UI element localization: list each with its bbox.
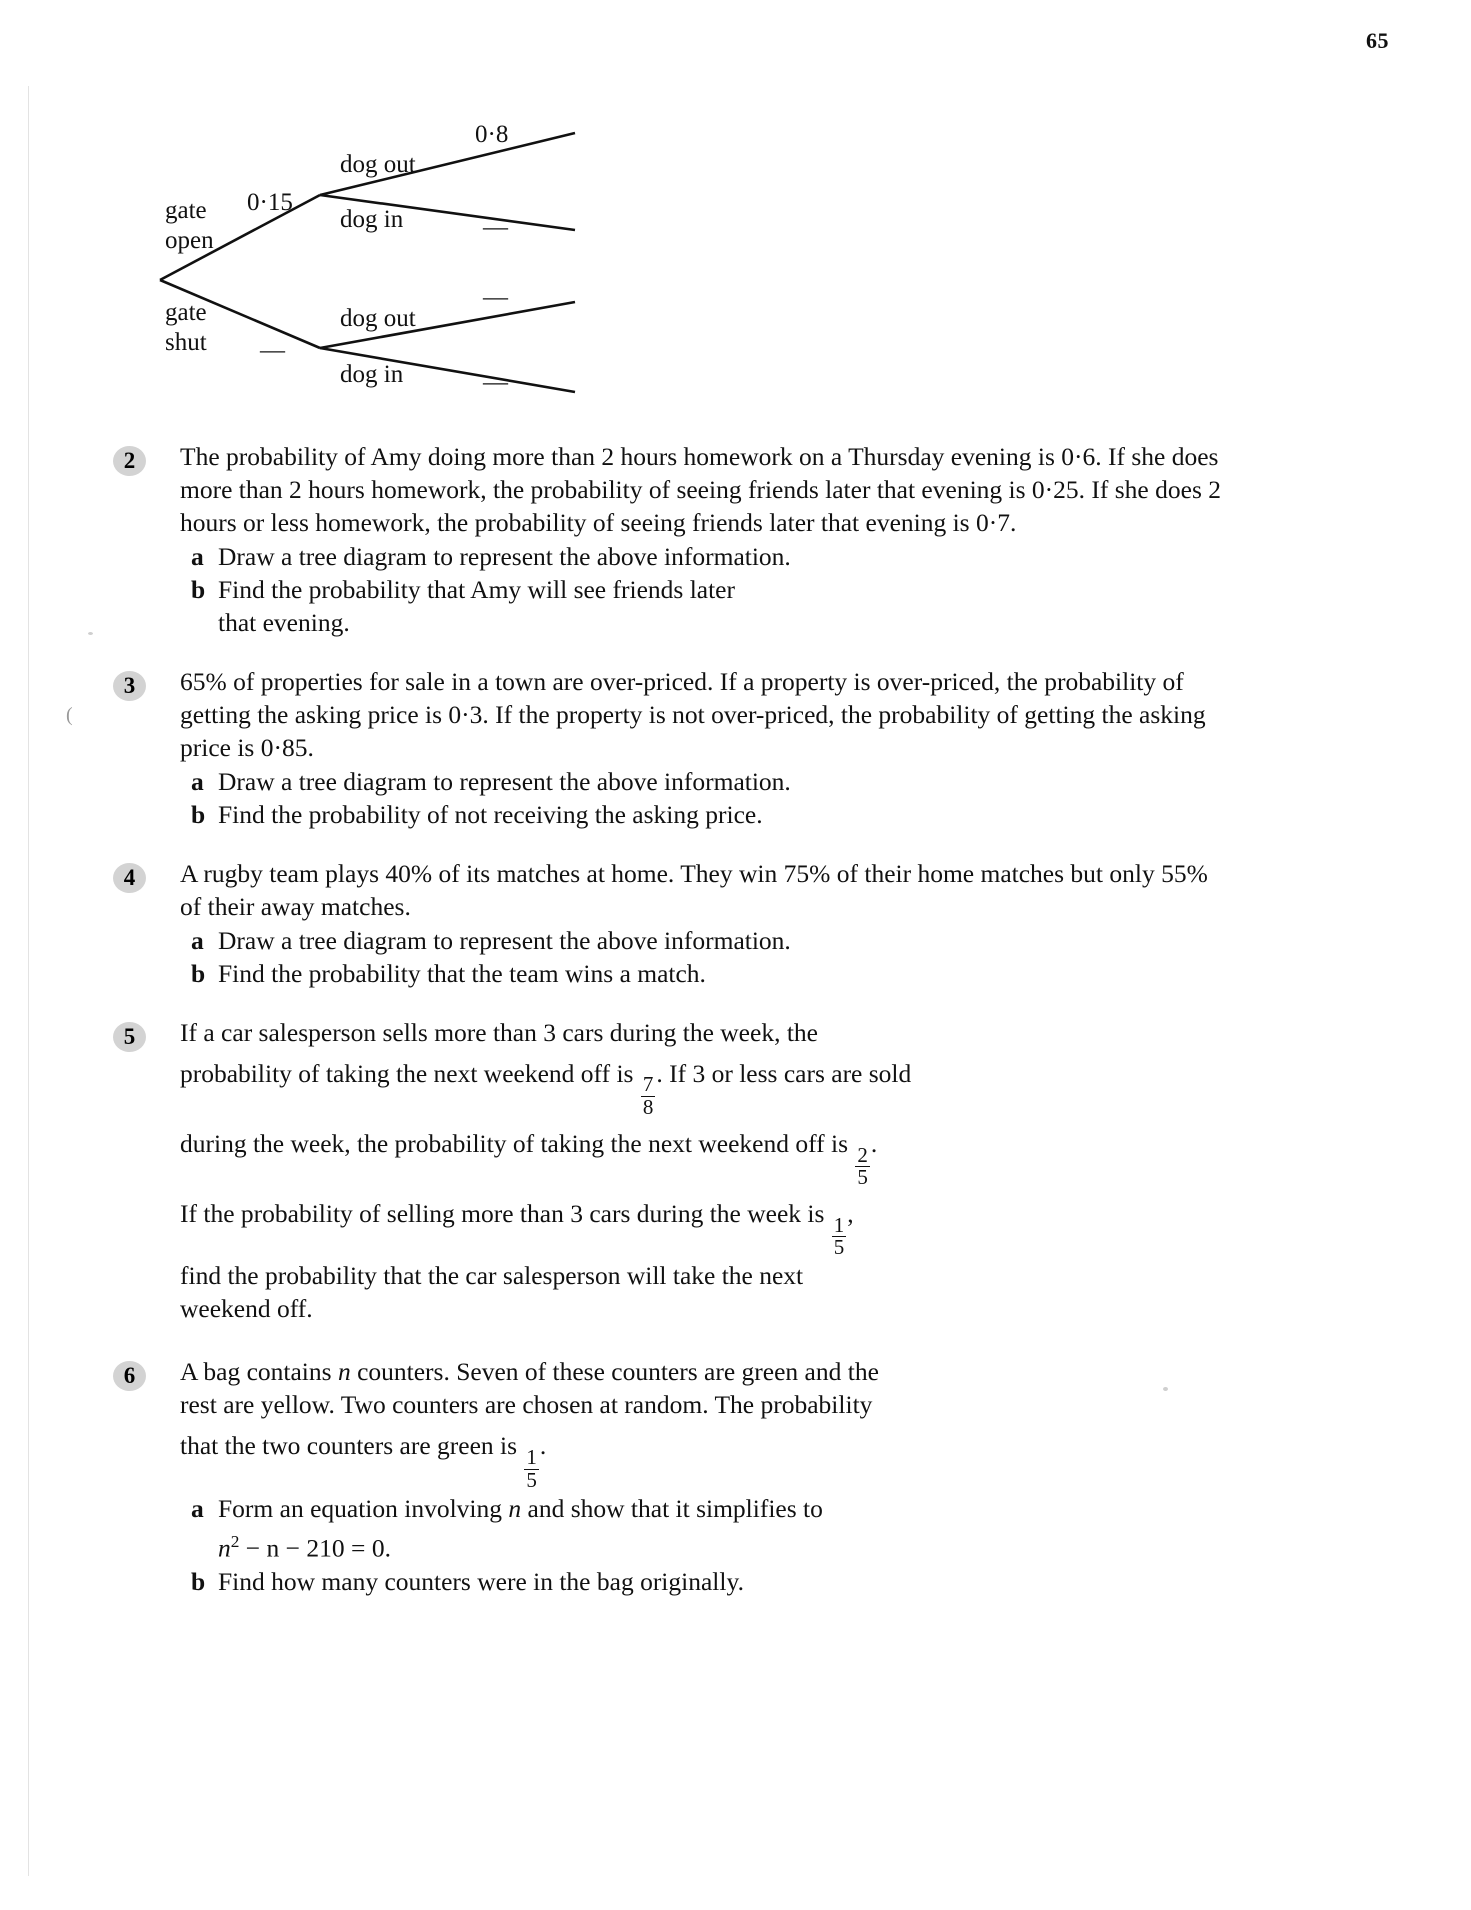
tree-label-gate-shut-line1: gate (165, 299, 207, 326)
tree-label-gate-open-line1: gate (165, 197, 207, 224)
fraction-one-fifth (832, 1212, 847, 1260)
question-2-part-b (191, 573, 1228, 639)
question-6-parts (180, 1492, 1228, 1598)
part-text (218, 1492, 1228, 1565)
part-a-text-pre: Form an equation involving (218, 1494, 503, 1524)
part-letter: b (191, 575, 206, 604)
question-5-line-5: find the probability that the car salesperson will take the next (180, 1261, 804, 1291)
question-2 (123, 440, 1228, 639)
question-4-parts (180, 924, 1228, 990)
part-text: Draw a tree diagram to represent the above information. (218, 542, 791, 571)
tree-label-gate-open-line2: open (165, 227, 214, 254)
part-text: Find how many counters were in the bag originally. (218, 1566, 744, 1596)
fraction-denominator: 5 (833, 1235, 845, 1260)
question-number-badge: 2 (113, 446, 146, 476)
equation-exponent: 2 (230, 1532, 240, 1552)
equation-variable: n (218, 1533, 231, 1563)
part-a-text-post: and show that it simplifies to (527, 1494, 823, 1524)
tree-prob-gate-shut: — (260, 337, 285, 364)
margin-annotation-mark: ( (66, 704, 73, 726)
question-6-part-b (191, 1565, 1228, 1598)
question-5-line-2-pre: probability of taking the next weekend off is (180, 1059, 634, 1088)
question-6-line-3-pre: that the two counters are green is (180, 1431, 518, 1461)
question-number-badge: 5 (113, 1022, 146, 1052)
question-5 (123, 1016, 1228, 1325)
part-text-line2: that evening. (218, 608, 350, 637)
question-5-line-4 (180, 1189, 1228, 1259)
fraction-numerator: 1 (833, 1212, 845, 1237)
question-6-line-2: rest are yellow. Two counters are chosen at random. The probability (180, 1390, 873, 1420)
question-2-text: The probability of Amy doing more than 2 hours homework on a Thursday evening is 0·6. If she does more than 2 hours homework, the probability of seeing friends later that evening is 0·25. If she does 2 hours or less homework, the probability of seeing friends later that evening is 0·7. (180, 442, 1221, 537)
exercise-question-list (123, 440, 1228, 1624)
question-5-line-3-post: . (870, 1129, 878, 1159)
part-text: Find the probability of not receiving the asking price. (218, 800, 763, 829)
fraction-numerator: 1 (526, 1444, 537, 1469)
part-letter: a (191, 767, 204, 796)
question-2-parts (180, 540, 1228, 639)
tree-prob-dog-in-lower: — (483, 369, 508, 396)
fraction-denominator: 8 (642, 1095, 654, 1120)
question-5-line-3 (180, 1119, 1228, 1189)
question-6-line-3-post: . (539, 1431, 547, 1461)
fraction-denominator: 5 (857, 1165, 868, 1190)
fraction-denominator: 5 (526, 1467, 537, 1492)
question-number-badge: 3 (113, 671, 146, 701)
part-text: Draw a tree diagram to represent the above information. (218, 767, 791, 796)
fraction-numerator: 7 (642, 1072, 654, 1097)
question-3-text: 65% of properties for sale in a town are over-priced. If a property is over-priced, the probability of getting the asking price is 0·3. If the property is not over-priced, the probability of getting the asking price is 0·85. (180, 667, 1206, 762)
part-letter: b (191, 1566, 206, 1596)
tree-prob-dog-in-upper: — (483, 214, 508, 241)
question-5-line-2-post: . If 3 or less cars are sold (656, 1059, 912, 1088)
question-6-line-1 (180, 1355, 1228, 1388)
tree-label-gate-shut-line2: shut (165, 329, 207, 356)
page-number: 65 (1366, 28, 1389, 53)
question-5-line-6: weekend off. (180, 1294, 313, 1324)
tree-label-dog-out-lower: dog out (340, 305, 416, 332)
tree-prob-dog-out-lower: — (483, 284, 508, 311)
question-6-line-1-post: counters. Seven of these counters are green and the (357, 1357, 879, 1387)
question-5-line-1: If a car salesperson sells more than 3 cars during the week, the (180, 1018, 818, 1047)
question-6-line-1-pre: A bag contains (180, 1357, 332, 1387)
tree-prob-dog-out-upper: 0·8 (475, 121, 509, 148)
math-variable-n: n (508, 1494, 522, 1524)
question-number-badge: 6 (113, 1361, 146, 1391)
question-5-line-3-pre: during the week, the probability of taking the next weekend off is (180, 1129, 849, 1159)
question-5-line-4-pre: If the probability of selling more than 3 cars during the week is (180, 1199, 825, 1229)
part-letter: a (191, 1494, 204, 1524)
question-6-part-a (191, 1492, 1228, 1565)
part-text (218, 573, 1228, 639)
fraction-two-fifths (855, 1142, 870, 1190)
question-3-part-b (191, 798, 1228, 831)
fraction-numerator: 2 (857, 1142, 868, 1167)
part-letter: a (191, 926, 204, 955)
question-4 (123, 857, 1228, 990)
tree-prob-gate-open: 0·15 (247, 189, 293, 216)
part-text: Draw a tree diagram to represent the above information. (218, 926, 791, 955)
part-text-line1: Find the probability that Amy will see friends later (218, 575, 735, 604)
scan-speck (88, 632, 93, 635)
part-letter: a (191, 542, 204, 571)
part-a-equation (218, 1525, 1228, 1565)
question-5-line-2 (180, 1049, 1228, 1119)
question-6 (123, 1355, 1228, 1598)
fraction-one-fifth (524, 1444, 539, 1492)
equation-rest: − n − 210 = 0. (239, 1533, 391, 1563)
probability-tree-diagram (120, 100, 740, 410)
question-4-part-a (191, 924, 1228, 957)
tree-label-dog-in-upper: dog in (340, 206, 404, 233)
question-2-part-a (191, 540, 1228, 573)
part-letter: b (191, 800, 206, 829)
fraction-seven-eighths (641, 1074, 656, 1119)
question-3-part-a (191, 765, 1228, 798)
page-scan-edge (28, 86, 29, 1876)
question-4-text: A rugby team plays 40% of its matches at home. They win 75% of their home matches but only 55% of their away matches. (180, 859, 1208, 921)
question-4-part-b (191, 957, 1228, 990)
question-3 (123, 665, 1228, 831)
question-6-line-3 (180, 1421, 1228, 1491)
question-5-line-4-post: , (847, 1199, 854, 1229)
math-variable-n: n (337, 1357, 351, 1387)
question-3-parts (180, 765, 1228, 831)
part-letter: b (191, 959, 206, 988)
tree-label-dog-in-lower: dog in (340, 361, 404, 388)
question-number-badge: 4 (113, 863, 146, 893)
tree-label-dog-out-upper: dog out (340, 151, 416, 178)
part-text: Find the probability that the team wins a match. (218, 959, 706, 988)
